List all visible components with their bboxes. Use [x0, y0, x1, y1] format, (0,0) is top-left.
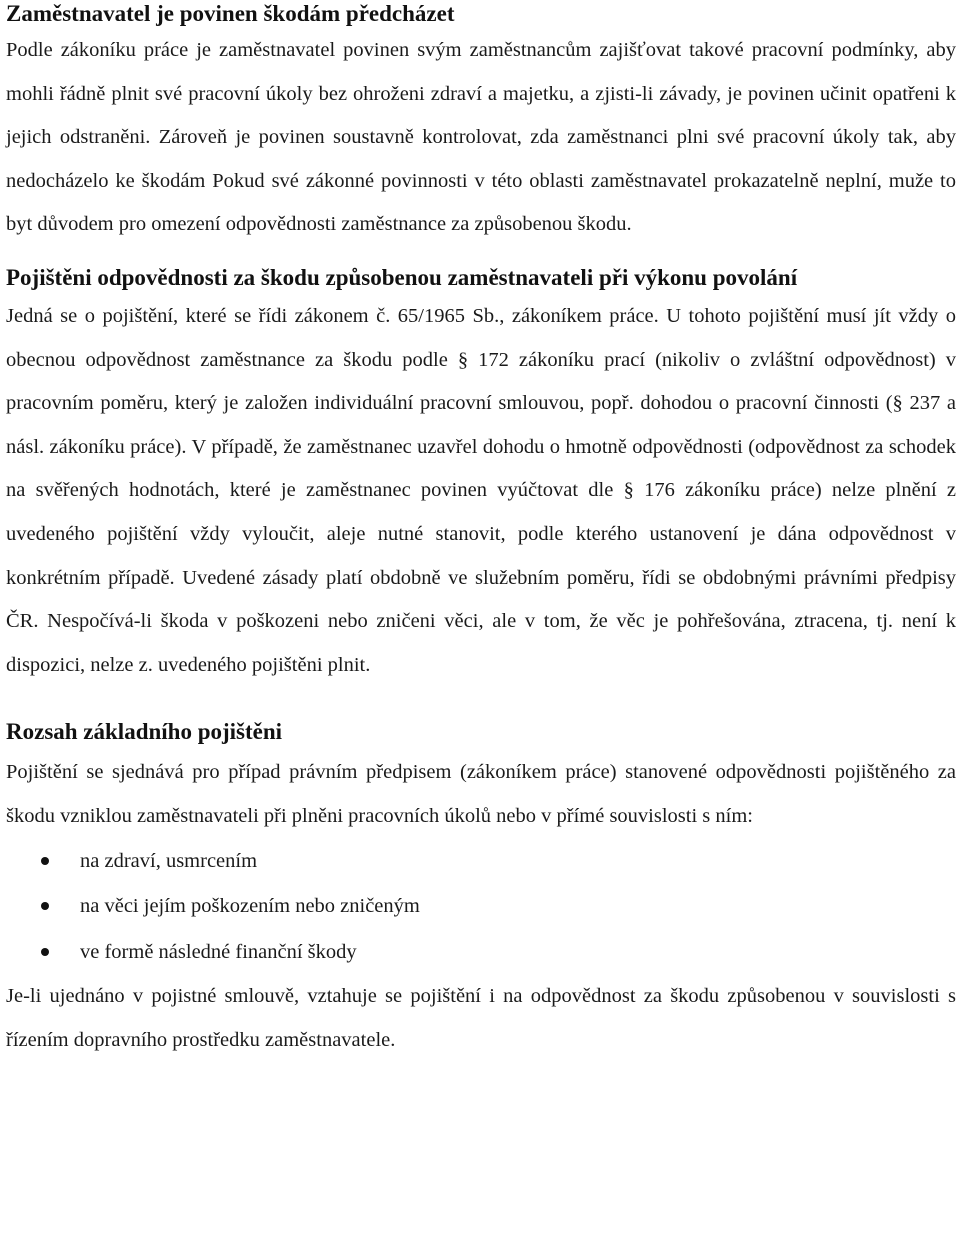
bullet-icon — [41, 948, 49, 956]
list-item-text: ve formě následné finanční škody — [80, 940, 357, 963]
bullet-icon — [41, 902, 49, 910]
document-page — [6, 0, 956, 1062]
list-item — [6, 839, 956, 885]
paragraph-basic-coverage: Pojištění se sjednává pro případ právním předpisem (zákoníkem práce) stanovené odpovědnosti pojištěného za škodu vzniklou zaměstnavateli při plněni pracovních úkolů nebo v přímé souvislosti s ním: — [6, 761, 956, 827]
heading-basic-coverage: Rozsah základního pojištěni — [6, 719, 283, 745]
paragraph-liability-insurance: Jedná se o pojištění, které se řídi zákonem č. 65/1965 Sb., zákoníkem práce. U tohoto pojištění musí jít vždy o obecnou odpovědnost zaměstnance za škodu podle § 172 zákoníku prací (nikoliv o zvláštní odpovědnost) v pracovním poměru, který je založen individuální pracovní smlouvou, popř. dohodou o pracovní činnosti (§ 237 a násl. zákoníku práce). V případě, že zaměstnanec uzavřel dohodu o hmotně odpovědnosti (odpovědnost za schodek na svěřených hodnotách, které je zaměstnanec povinen vyúčtovat dle § 176 zákoníku práce) nelze plnění z uvedeného pojištění vždy vyloučit, aleje nutné stanovit, podle kterého ustanovení je dána odpovědnost v konkrétním případě. Uvedené zásady platí obdobně ve služebním poměru, řídi se obdobnými právními předpisy ČR. Nespočívá-li škoda v poškozeni nebo zničeni věci, ale v tom, že věc je pohřešována, ztracena, tj. není k dispozici, nelze z. uvedeného pojištěni plnit. — [6, 304, 956, 676]
list-item — [6, 884, 956, 930]
list-item-text: na věci jejím poškozením nebo zničeným — [80, 895, 420, 917]
paragraph-vehicle-extension: Je-li ujednáno v pojistné smlouvě, vztahuje se pojištění i na odpovědnost za škodu způsobenou v souvislosti s řízením dopravního prostředku zaměstnavatele. — [6, 985, 956, 1051]
bullet-icon — [41, 857, 49, 865]
list-item-text: na zdraví, usmrcením — [80, 849, 258, 872]
coverage-list — [6, 839, 956, 976]
heading-employer-duty: Zaměstnavatel je povinen škodám předcházet — [6, 1, 455, 26]
paragraph-employer-duty: Podle zákoníku práce je zaměstnavatel povinen svým zaměstnancům zajišťovat takové pracovní podmínky, aby mohli řádně plnit své pracovní úkoly bez ohroženi zdraví a majetku, a zjisti-li závady, je povinen učinit opatřeni k jejich odstraněni. Zároveň je povinen soustavně kontrolovat, zda zaměstnanci plni své pracovní úkoly tak, aby nedocházelo ke škodám Pokud své zákonné povinnosti v této oblasti zaměstnavatel prokazatelně neplní, muže to byt důvodem pro omezení odpovědnosti zaměstnance za způsobenou škodu. — [6, 39, 956, 236]
heading-liability-insurance: Pojištěni odpovědnosti za škodu způsobenou zaměstnavateli při výkonu povolání — [6, 264, 798, 290]
list-item — [6, 930, 956, 976]
